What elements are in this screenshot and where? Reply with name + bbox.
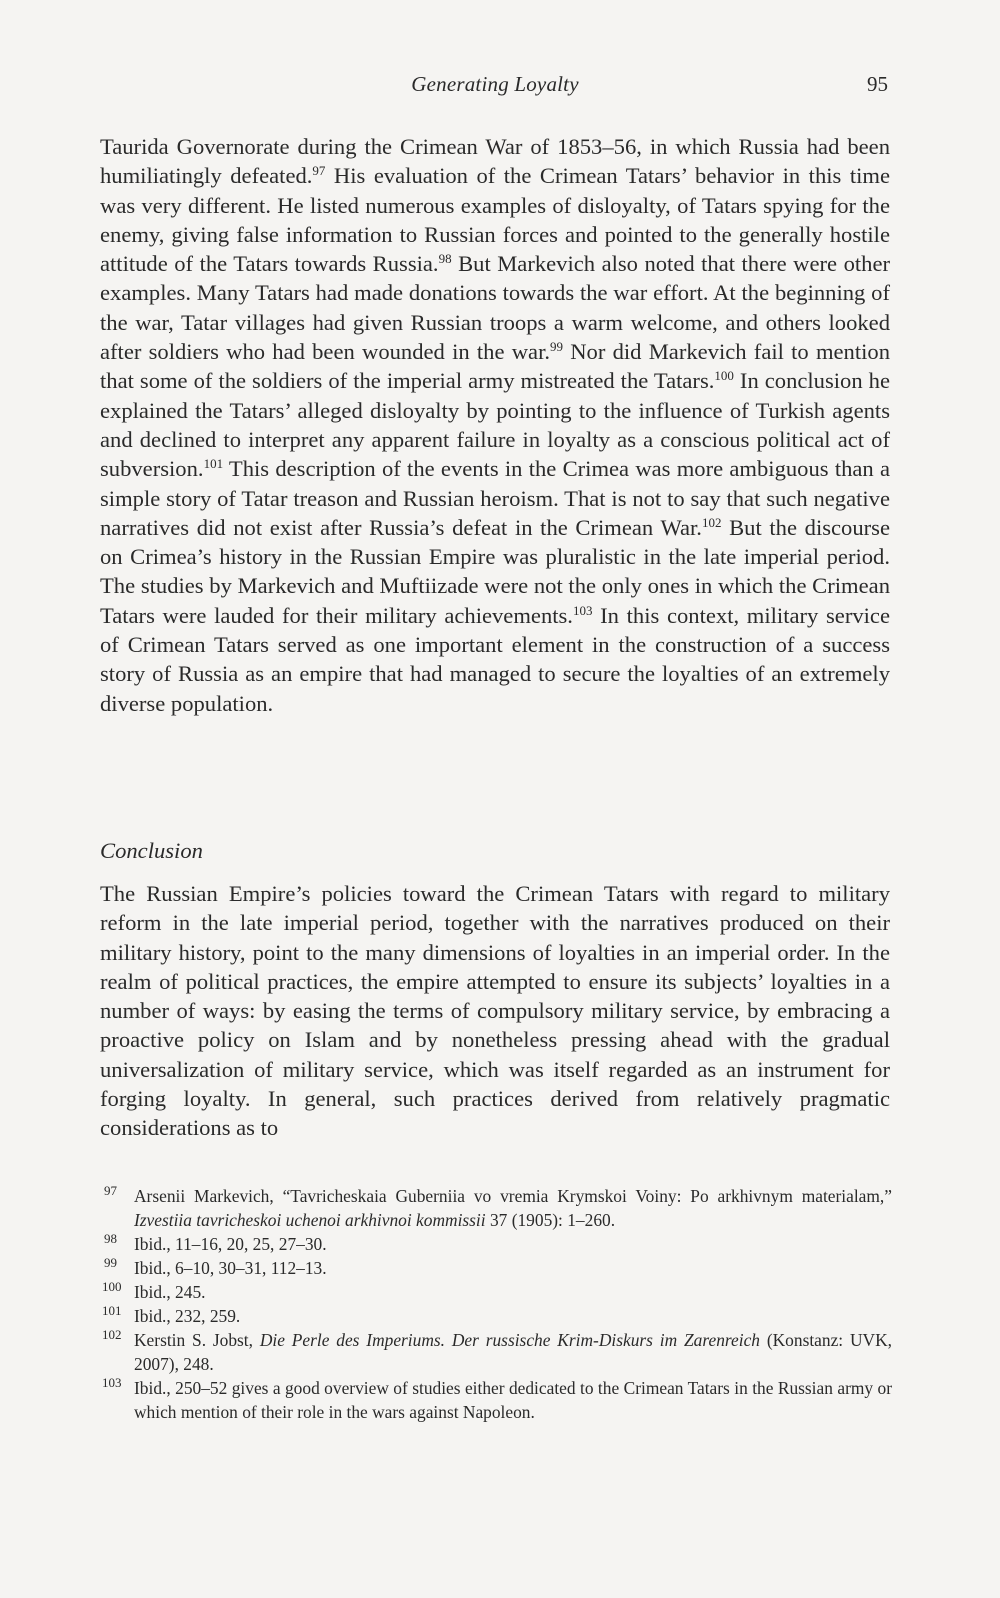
footnote-text: Ibid., 11–16, 20, 25, 27–30. [134,1234,327,1254]
footnote-ref-102[interactable]: 102 [701,514,722,530]
footnote [104,1256,892,1280]
footnote-text-part: Arsenii Markevich, “Tavricheskaia Guberniia vo vremia Krymskoi Voiny: Po arkhivnym materialam,” [134,1186,892,1206]
footnote-ref-101[interactable]: 101 [203,456,224,472]
footnote [104,1376,892,1424]
conclusion-text: The Russian Empire’s policies toward the Crimean Tatars with regard to military reform in the late imperial period, together with the narratives produced on their military history, point to the many dimensions of loyalties in an imperial order. In the realm of political practices, the empire attempted to ensure its subjects’ loyalties in a number of ways: by easing the terms of compulsory military service, by embracing a proactive policy on Islam and by nonetheless pressing ahead with the gradual universalization of military service, which was itself regarded as an instrument for forging loyalty. In general, such practices derived from relatively pragmatic considerations as to [100,881,890,1141]
footnote-text-part: (Konstanz: UVK, 2007), 248. [134,1330,892,1374]
footnote-number: 101 [102,1303,122,1318]
footnotes [104,1184,892,1424]
footnote [104,1304,892,1328]
conclusion-paragraph [100,879,890,1143]
footnote-ref-99[interactable]: 99 [550,339,563,355]
footnote-ref-97[interactable]: 97 [312,163,326,179]
sentence: But the discourse on Crimea’s history in the Russian Empire was pluralistic in the late imperial period. The studies by Markevich and Muftiizade were not the only ones in which the Crimean Tatars were lauded for their military achievements. [100,514,890,628]
body-paragraph [100,132,890,718]
footnote-text-part: 37 (1905): 1–260. [485,1210,616,1230]
footnote-number: 102 [102,1327,122,1342]
footnote-number: 98 [104,1231,117,1246]
sentence: But Markevich also noted that there were other examples. Many Tatars had made donations towards the war effort. At the beginning of the war, Tatar villages had given Russian troops a warm welcome, and others looked after soldiers who had been wounded in the war. [100,251,890,365]
footnote [104,1280,892,1304]
sentence: In conclusion he explained the Tatars’ alleged disloyalty by pointing to the influence of Turkish agents and declined to interpret any apparent failure in loyalty as a conscious political act of subversion. [100,368,890,482]
page-number: 95 [867,72,888,96]
sentence: In this context, military service of Crimean Tatars served as one important element in the construction of a success story of Russia as an empire that had managed to secure the loyalties of an extremely diverse population. [100,602,890,716]
footnote [104,1328,892,1376]
footnote-text: Ibid., 250–52 gives a good overview of studies either dedicated to the Crimean Tatars in the Russian army or which mention of their role in the wars against Napoleon. [134,1378,892,1422]
running-title: Generating Loyalty [411,72,579,96]
paragraph-1 [100,132,890,718]
footnote-number: 100 [102,1279,122,1294]
footnote-ref-103[interactable]: 103 [572,602,593,618]
footnote [104,1232,892,1256]
footnote-text: Ibid., 245. [134,1282,206,1302]
footnote-ref-100[interactable]: 100 [714,368,734,384]
footnote-italic-title: Izvestiia tavricheskoi uchenoi arkhivnoi kommissii [134,1210,486,1230]
sentence: Nor did Markevich fail to mention that some of the soldiers of the imperial army mistreated the Tatars. [100,339,891,394]
footnote-text: Ibid., 6–10, 30–31, 112–13. [134,1258,327,1278]
running-head [100,72,890,104]
footnote-number: 99 [104,1255,117,1270]
footnote-text [134,1330,892,1374]
footnote-number: 103 [102,1375,122,1390]
footnote [104,1184,892,1232]
footnote-ref-98[interactable]: 98 [438,251,452,267]
footnote-number: 97 [104,1183,117,1198]
sentence: Taurida Governorate during the Crimean War of 1853–56, in which Russia had been humiliatingly defeated. [100,134,890,189]
section-heading-conclusion: Conclusion [100,838,203,863]
footnote-italic-title: Die Perle des Imperiums. Der russische Krim-Diskurs im Zarenreich [259,1330,760,1350]
footnote-text [134,1186,892,1230]
footnote-text: Ibid., 232, 259. [134,1306,241,1326]
sentence: This description of the events in the Crimea was more ambiguous than a simple story of Tatar treason and Russian heroism. That is not to say that such negative narratives did not exist after Russia’s defeat in the Crimean War. [100,456,890,540]
footnote-text-part: Kerstin S. Jobst, [134,1330,260,1350]
sentence: His evaluation of the Crimean Tatars’ behavior in this time was very different. He listed numerous examples of disloyalty, of Tatars spying for the enemy, giving false information to Russian forces and pointed to the generally hostile attitude of the Tatars towards Russia. [100,163,890,277]
